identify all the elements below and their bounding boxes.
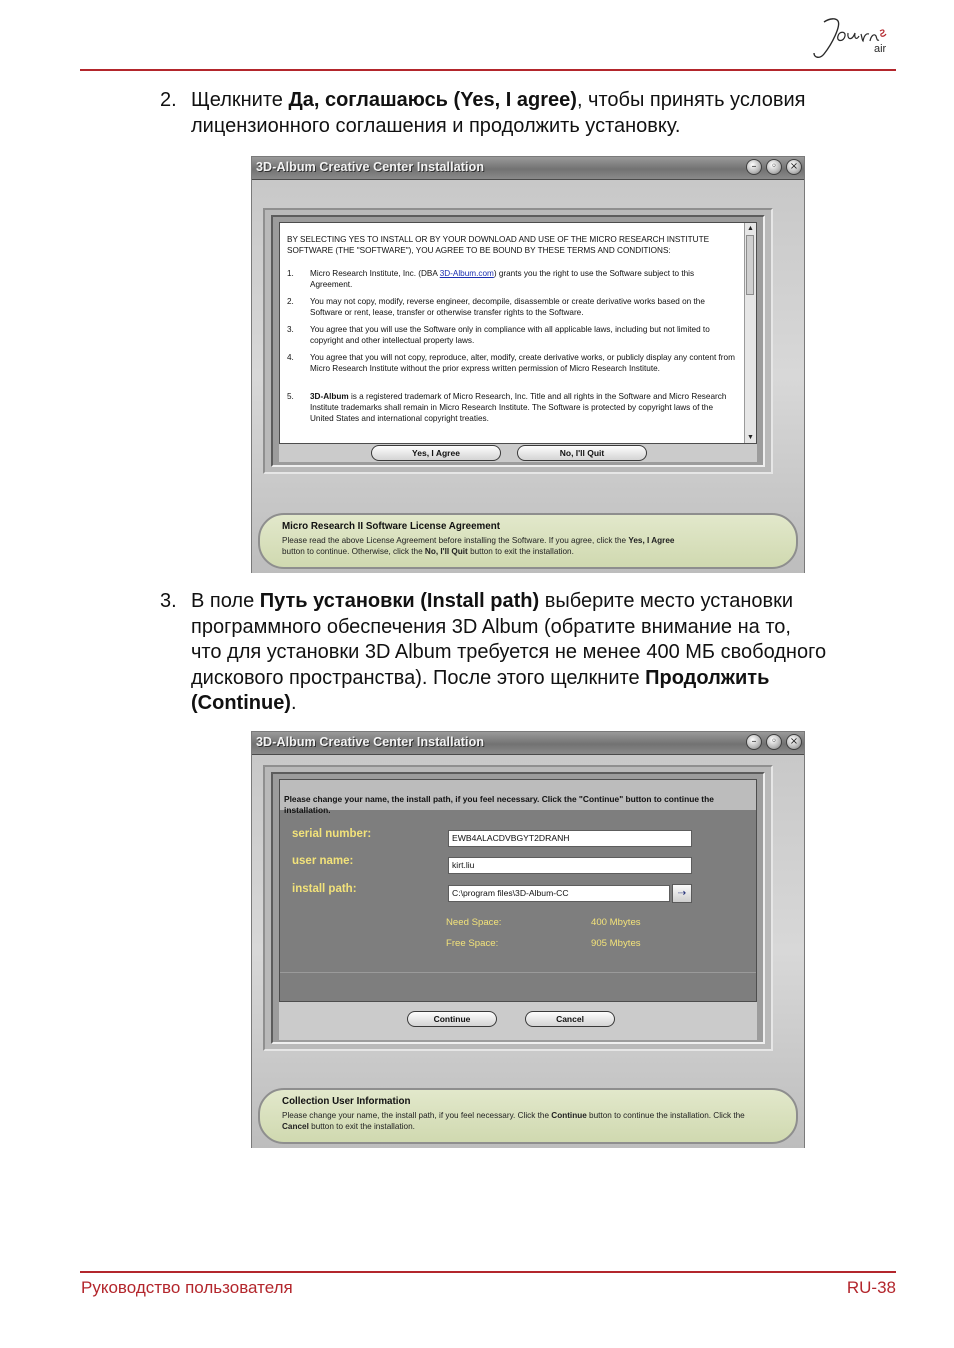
license-item-number: 5.	[287, 392, 294, 401]
scroll-up-icon[interactable]: ▲	[747, 225, 754, 232]
step-number: 2.	[160, 89, 177, 111]
info-bold-term: Cancel	[282, 1122, 309, 1131]
step-text-part: что для установки 3D Album требуется не менее 400 МБ свободного	[191, 641, 827, 663]
user-name-field[interactable]: kirt.liu	[448, 857, 692, 874]
step-bold-term: Да, соглашаюсь (Yes, I agree)	[288, 89, 577, 111]
license-item-number: 1.	[287, 269, 294, 278]
install-path-label: install path:	[292, 883, 357, 895]
journe-air-logo	[808, 14, 898, 64]
content-bevel-outer	[263, 208, 773, 474]
install-message: Please change your name, the install path, if you feel necessary. Click the "Continue" button to continue the installation.	[284, 794, 714, 816]
footer-page-number: RU-38	[846, 1278, 896, 1297]
license-text-part: is a registered trademark of Micro Research, Inc. Title and all rights in the Software and Micro Research Institute trademarks shall remain in Micro Research Institute. The Software is protected by copyright laws of the United States and international copyright treaties.	[310, 392, 727, 423]
step-bold-term: (Continue)	[191, 692, 291, 714]
license-item-text: You agree that you will use the Software only in compliance with all applicable laws, including but not limited to copyright and other intellectual property laws.	[310, 325, 710, 345]
step-text-part: В поле	[191, 590, 260, 612]
close-icon[interactable]: ×	[786, 159, 802, 175]
step-text-part: дискового пространства). После этого щелкните	[191, 666, 646, 689]
user-name-label: user name:	[292, 855, 354, 867]
info-bold-term: Continue	[551, 1111, 587, 1120]
header-rule	[80, 69, 896, 71]
window-body	[252, 180, 804, 573]
album-site-link[interactable]: 3D-Album.com	[439, 269, 494, 278]
info-description	[282, 1110, 752, 1132]
license-item-number: 2.	[287, 297, 294, 306]
trademark-name: 3D-Album	[310, 392, 349, 401]
step-text-part: лицензионного соглашения и продолжить установку.	[191, 114, 681, 137]
info-text-part: Please read the above License Agreement before installing the Software. If you agree, click the	[282, 536, 629, 545]
restore-icon[interactable]: ◦	[766, 159, 782, 175]
step-text	[191, 589, 826, 717]
license-item-number: 3.	[287, 325, 294, 334]
content-bevel-outer	[263, 765, 773, 1051]
step-bold-term: Продолжить	[645, 666, 770, 689]
no-quit-button[interactable]: No, I'll Quit	[517, 445, 647, 461]
button-strip	[279, 1002, 757, 1040]
window-title: 3D-Album Creative Center Installation	[256, 735, 485, 749]
content-bevel-inner	[271, 772, 765, 1044]
browse-folder-icon[interactable]: ⇢	[672, 884, 692, 903]
license-item-text	[310, 391, 738, 424]
scroll-thumb[interactable]	[746, 235, 754, 295]
info-text-part: button to exit the installation.	[308, 1122, 415, 1131]
step-text-part: .	[290, 692, 297, 714]
content-bevel-inner	[271, 215, 765, 467]
license-item-text	[310, 268, 738, 290]
info-text-part: button to continue the installation. Click the	[586, 1111, 745, 1120]
footer-rule	[80, 1271, 896, 1273]
step-number: 3.	[160, 590, 177, 612]
free-space-label: Free Space:	[446, 938, 499, 949]
continue-button[interactable]: Continue	[407, 1011, 497, 1027]
info-panel	[258, 1088, 798, 1144]
need-space-value: 400 Mbytes	[591, 917, 641, 928]
window-title: 3D-Album Creative Center Installation	[256, 160, 485, 174]
info-title: Micro Research II Software License Agreement	[282, 521, 500, 532]
info-bold-term: Yes, I Agree	[628, 536, 675, 545]
license-item-text: You agree that you will not copy, reproduce, alter, modify, create derivative works, or publicly display any content from Micro Research Institute without the prior express written permission of Micro Research Institute.	[310, 353, 735, 373]
serial-number-field[interactable]: EWB4ALACDVBGYT2DRANH	[448, 830, 692, 847]
form-divider	[280, 972, 756, 973]
button-strip	[279, 444, 757, 462]
minimize-icon[interactable]: –	[746, 159, 762, 175]
window-titlebar	[252, 732, 804, 755]
info-panel	[258, 513, 798, 569]
info-text-part: button to exit the installation.	[467, 547, 574, 556]
user-info-installer-window	[251, 731, 805, 1148]
step-text-part: Щелкните	[191, 89, 289, 111]
info-description	[282, 535, 752, 557]
license-text-area[interactable]	[279, 222, 757, 444]
info-text-part: Please change your name, the install path, if you feel necessary. Click the	[282, 1111, 552, 1120]
install-path-field[interactable]: C:\program files\3D-Album-CC	[448, 885, 670, 902]
yes-agree-button[interactable]: Yes, I Agree	[371, 445, 501, 461]
serial-number-label: serial number:	[292, 828, 372, 840]
install-form	[279, 779, 757, 1002]
minimize-icon[interactable]: –	[746, 734, 762, 750]
window-titlebar	[252, 157, 804, 180]
info-bold-term: No, I'll Quit	[424, 547, 468, 556]
close-icon[interactable]: ×	[786, 734, 802, 750]
footer-manual-title: Руководство пользователя	[81, 1278, 293, 1297]
scroll-down-icon[interactable]: ▼	[747, 434, 754, 441]
step-text-part: выберите место установки	[539, 590, 794, 612]
license-text-part: ) grants you the right to use the Software subject to this Agreement.	[310, 269, 695, 289]
license-item-text: You may not copy, modify, reverse engineer, decompile, disassemble or create derivative works based on the Software or rent, lease, transfer or otherwise transfer rights to the Software.	[310, 297, 705, 317]
cancel-button[interactable]: Cancel	[525, 1011, 615, 1027]
window-body	[252, 755, 804, 1148]
step-text-part: , чтобы принять условия	[576, 89, 806, 111]
step-text-part: программного обеспечения 3D Album (обратите внимание на то,	[191, 615, 791, 638]
restore-icon[interactable]: ◦	[766, 734, 782, 750]
info-title: Collection User Information	[282, 1096, 411, 1107]
step-text	[191, 88, 805, 139]
svg-text:air: air	[874, 43, 887, 55]
free-space-value: 905 Mbytes	[591, 938, 641, 949]
info-text-part: button to continue. Otherwise, click the	[282, 547, 425, 556]
step-bold-term: Путь установки (Install path)	[259, 590, 540, 612]
license-text-part: Micro Research Institute, Inc. (DBA	[310, 269, 440, 278]
license-item-number: 4.	[287, 353, 294, 362]
license-intro: BY SELECTING YES TO INSTALL OR BY YOUR DOWNLOAD AND USE OF THE MICRO RESEARCH INSTITUTE SOFTWARE (THE "SOFTWARE"), YOU AGREE TO BE BOUND BY THESE TERMS AND CONDITIONS:	[287, 235, 710, 255]
license-installer-window	[251, 156, 805, 573]
license-scrollbar[interactable]	[744, 223, 756, 443]
need-space-label: Need Space:	[446, 917, 502, 928]
